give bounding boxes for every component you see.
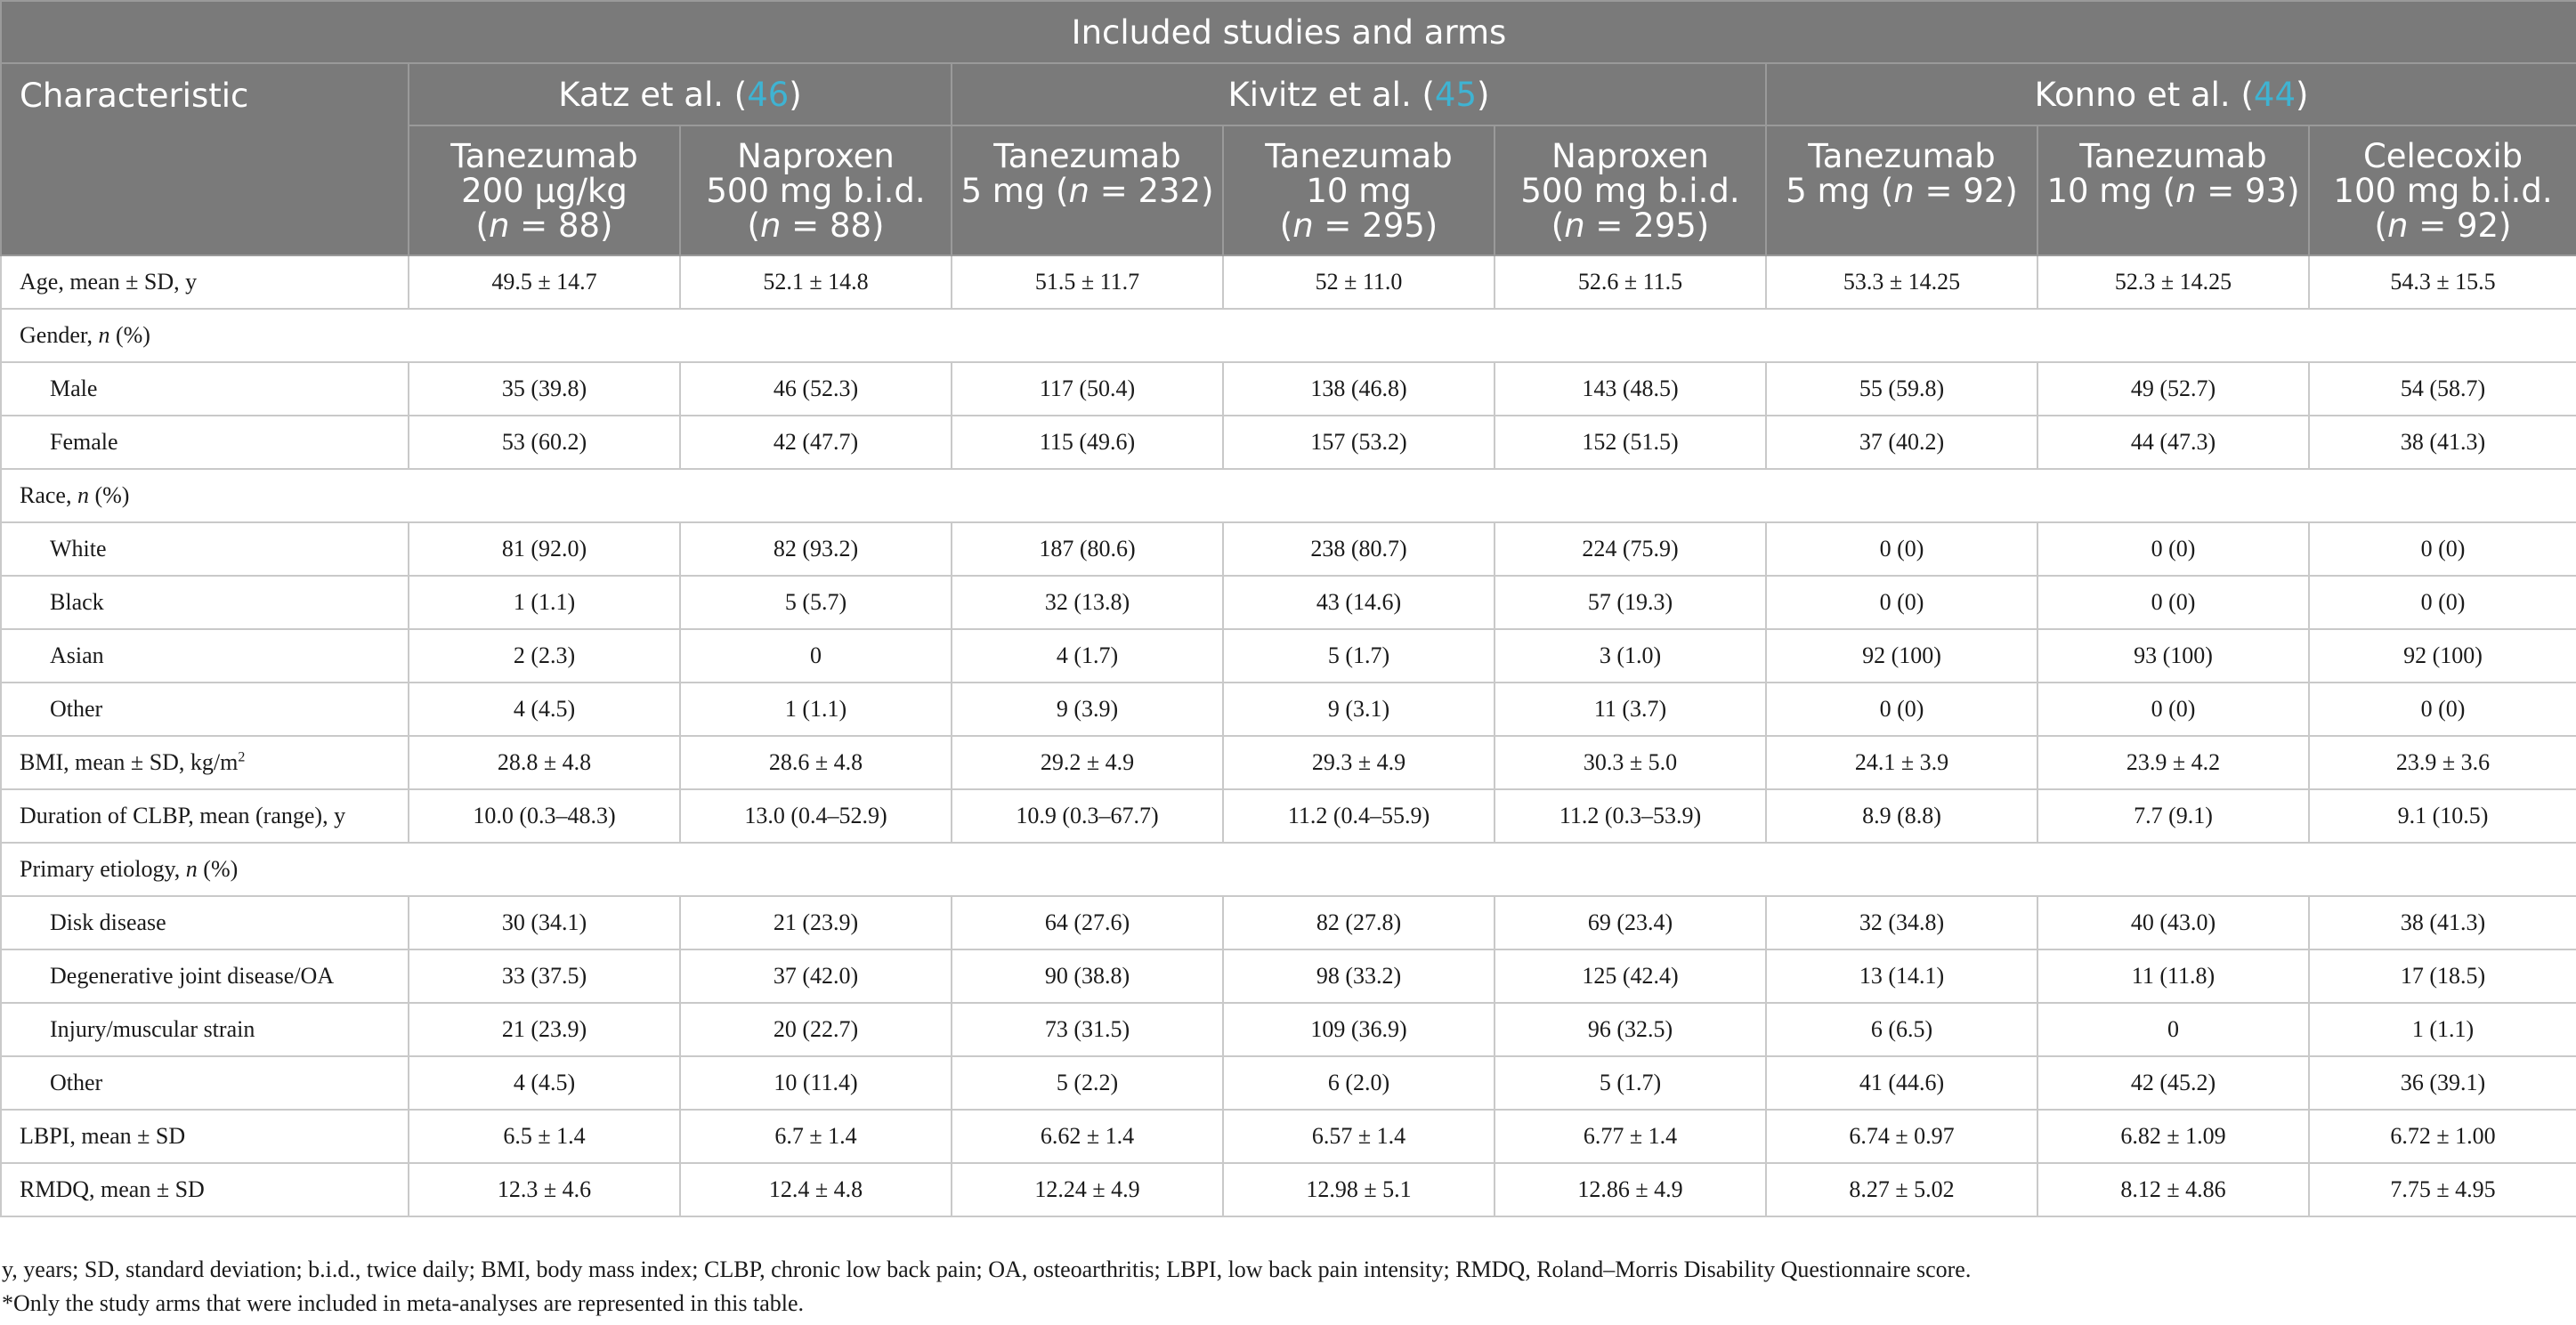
row-label: Degenerative joint disease/OA (1, 949, 409, 1003)
table-cell: 2 (2.3) (409, 629, 680, 683)
table-cell: 93 (100) (2037, 629, 2309, 683)
table-cell: 6.77 ± 1.4 (1495, 1110, 1766, 1163)
table-cell: 0 (0) (1766, 522, 2037, 576)
table-cell: 28.6 ± 4.8 (680, 736, 952, 789)
table-cell: 49.5 ± 14.7 (409, 255, 680, 309)
table-cell: 0 (680, 629, 952, 683)
row-label: Disk disease (1, 896, 409, 949)
table-cell: 52.1 ± 14.8 (680, 255, 952, 309)
table-cell: 44 (47.3) (2037, 416, 2309, 469)
row-label: Asian (1, 629, 409, 683)
table-cell: 43 (14.6) (1223, 576, 1495, 629)
table-cell: 37 (42.0) (680, 949, 952, 1003)
arm-header: Tanezumab 200 μg/kg (n = 88) (409, 125, 680, 255)
row-label: White (1, 522, 409, 576)
table-cell: 54.3 ± 15.5 (2309, 255, 2576, 309)
table-cell: 6.62 ± 1.4 (952, 1110, 1223, 1163)
table-row (1, 949, 2576, 1003)
table-row (1, 683, 2576, 736)
table-cell: 96 (32.5) (1495, 1003, 1766, 1056)
table-cell: 1 (1.1) (409, 576, 680, 629)
table-cell: 12.98 ± 5.1 (1223, 1163, 1495, 1216)
table-cell: 6.74 ± 0.97 (1766, 1110, 2037, 1163)
reference-link[interactable]: 44 (2253, 75, 2296, 114)
table-cell: 5 (5.7) (680, 576, 952, 629)
study-header-kivitz: Kivitz et al. (45) (952, 63, 1766, 125)
table-cell: 24.1 ± 3.9 (1766, 736, 2037, 789)
table-cell: 42 (47.7) (680, 416, 952, 469)
table-cell: 38 (41.3) (2309, 416, 2576, 469)
section-label: Race, n (%) (1, 469, 2576, 522)
table-cell: 224 (75.9) (1495, 522, 1766, 576)
table-cell: 32 (34.8) (1766, 896, 2037, 949)
table-cell: 6.72 ± 1.00 (2309, 1110, 2576, 1163)
table-cell: 52 ± 11.0 (1223, 255, 1495, 309)
table-cell: 30.3 ± 5.0 (1495, 736, 1766, 789)
table-cell: 30 (34.1) (409, 896, 680, 949)
table-cell: 17 (18.5) (2309, 949, 2576, 1003)
table-cell: 38 (41.3) (2309, 896, 2576, 949)
table-cell: 81 (92.0) (409, 522, 680, 576)
table-row (1, 522, 2576, 576)
table-cell: 0 (0) (2037, 683, 2309, 736)
table-cell: 115 (49.6) (952, 416, 1223, 469)
table-cell: 41 (44.6) (1766, 1056, 2037, 1110)
abbreviations-footnote: y, years; SD, standard deviation; b.i.d., twice daily; BMI, body mass index; CLBP, chronic low back pain; OA, osteoarthritis; LBPI, low back pain intensity; RMDQ, Roland–Morris Disability Questionnaire score. (2, 1256, 1972, 1282)
row-label: Female (1, 416, 409, 469)
row-label: Other (1, 683, 409, 736)
table-cell: 8.9 (8.8) (1766, 789, 2037, 843)
arm-header: Tanezumab 10 mg (n = 93) (2037, 125, 2309, 255)
table-cell: 29.3 ± 4.9 (1223, 736, 1495, 789)
section-label: Gender, n (%) (1, 309, 2576, 362)
section-row (1, 309, 2576, 362)
section-label: Primary etiology, n (%) (1, 843, 2576, 896)
section-row (1, 469, 2576, 522)
arm-header: Tanezumab 5 mg (n = 232) (952, 125, 1223, 255)
table-cell: 23.9 ± 4.2 (2037, 736, 2309, 789)
row-label: Black (1, 576, 409, 629)
row-label: BMI, mean ± SD, $kg/m^2$ (1, 736, 409, 789)
table-row (1, 789, 2576, 843)
table-cell: 11 (11.8) (2037, 949, 2309, 1003)
table-cell: 10 (11.4) (680, 1056, 952, 1110)
table-cell: 5 (1.7) (1495, 1056, 1766, 1110)
table-cell: 117 (50.4) (952, 362, 1223, 416)
table-cell: 42 (45.2) (2037, 1056, 2309, 1110)
table-row (1, 1110, 2576, 1163)
reference-link[interactable]: 45 (1434, 75, 1477, 114)
characteristic-header: Characteristic (1, 63, 409, 255)
table-cell: 46 (52.3) (680, 362, 952, 416)
table-cell: 9 (3.9) (952, 683, 1223, 736)
table-cell: 53 (60.2) (409, 416, 680, 469)
table-row (1, 1056, 2576, 1110)
table-cell: 1 (1.1) (2309, 1003, 2576, 1056)
study-header-konno: Konno et al. (44) (1766, 63, 2576, 125)
table-cell: 29.2 ± 4.9 (952, 736, 1223, 789)
table-cell: 52.3 ± 14.25 (2037, 255, 2309, 309)
table-cell: 28.8 ± 4.8 (409, 736, 680, 789)
table-cell: 11.2 (0.3–53.9) (1495, 789, 1766, 843)
table-cell: 12.3 ± 4.6 (409, 1163, 680, 1216)
table-cell: 0 (0) (2037, 522, 2309, 576)
table-cell: 21 (23.9) (680, 896, 952, 949)
table-banner: Included studies and arms (1, 1, 2576, 63)
study-header-katz: Katz et al. (46) (409, 63, 952, 125)
table-row (1, 416, 2576, 469)
table-cell: 7.7 (9.1) (2037, 789, 2309, 843)
table-cell: 55 (59.8) (1766, 362, 2037, 416)
table-cell: 138 (46.8) (1223, 362, 1495, 416)
table-cell: 82 (93.2) (680, 522, 952, 576)
table-cell: 10.0 (0.3–48.3) (409, 789, 680, 843)
table-cell: 6.82 ± 1.09 (2037, 1110, 2309, 1163)
row-label: Male (1, 362, 409, 416)
table-row (1, 362, 2576, 416)
table-cell: 0 (0) (1766, 683, 2037, 736)
arm-header: Celecoxib 100 mg b.i.d. (n = 92) (2309, 125, 2576, 255)
table-cell: 52.6 ± 11.5 (1495, 255, 1766, 309)
table-footnotes (2, 1253, 1971, 1321)
table-cell: 21 (23.9) (409, 1003, 680, 1056)
table-cell: 53.3 ± 14.25 (1766, 255, 2037, 309)
table-cell: 69 (23.4) (1495, 896, 1766, 949)
table-cell: 0 (0) (2309, 683, 2576, 736)
table-cell: 109 (36.9) (1223, 1003, 1495, 1056)
table-cell: 35 (39.8) (409, 362, 680, 416)
table-cell: 4 (4.5) (409, 683, 680, 736)
row-label: Injury/muscular strain (1, 1003, 409, 1056)
table-cell: 73 (31.5) (952, 1003, 1223, 1056)
table-row (1, 1163, 2576, 1216)
table-row (1, 736, 2576, 789)
table-cell: 3 (1.0) (1495, 629, 1766, 683)
table-row (1, 1003, 2576, 1056)
table-cell: 6 (2.0) (1223, 1056, 1495, 1110)
table-cell: 12.24 ± 4.9 (952, 1163, 1223, 1216)
row-label: RMDQ, mean ± SD (1, 1163, 409, 1216)
table-cell: 0 (0) (2037, 576, 2309, 629)
table-cell: 92 (100) (2309, 629, 2576, 683)
table-cell: 64 (27.6) (952, 896, 1223, 949)
table-cell: 90 (38.8) (952, 949, 1223, 1003)
table-cell: 40 (43.0) (2037, 896, 2309, 949)
reference-link[interactable]: 46 (747, 75, 790, 114)
arm-header: Naproxen 500 mg b.i.d. (n = 88) (680, 125, 952, 255)
table-cell: 82 (27.8) (1223, 896, 1495, 949)
table-cell: 13.0 (0.4–52.9) (680, 789, 952, 843)
table-cell: 49 (52.7) (2037, 362, 2309, 416)
table-cell: 12.4 ± 4.8 (680, 1163, 952, 1216)
table-cell: 32 (13.8) (952, 576, 1223, 629)
table-cell: 36 (39.1) (2309, 1056, 2576, 1110)
table-cell: 0 (0) (1766, 576, 2037, 629)
table-cell: 6.5 ± 1.4 (409, 1110, 680, 1163)
table-cell: 238 (80.7) (1223, 522, 1495, 576)
row-label: Duration of CLBP, mean (range), y (1, 789, 409, 843)
table-cell: 10.9 (0.3–67.7) (952, 789, 1223, 843)
arm-header: Tanezumab 5 mg (n = 92) (1766, 125, 2037, 255)
table-cell: 13 (14.1) (1766, 949, 2037, 1003)
table-cell: 11 (3.7) (1495, 683, 1766, 736)
arm-header: Tanezumab 10 mg (n = 295) (1223, 125, 1495, 255)
table-cell: 9 (3.1) (1223, 683, 1495, 736)
table-cell: 33 (37.5) (409, 949, 680, 1003)
table-cell: 7.75 ± 4.95 (2309, 1163, 2576, 1216)
table-cell: 57 (19.3) (1495, 576, 1766, 629)
table-cell: 8.27 ± 5.02 (1766, 1163, 2037, 1216)
row-label: Age, mean ± SD, y (1, 255, 409, 309)
table-cell: 0 (0) (2309, 522, 2576, 576)
table-cell: 187 (80.6) (952, 522, 1223, 576)
table-cell: 152 (51.5) (1495, 416, 1766, 469)
arm-header: Naproxen 500 mg b.i.d. (n = 295) (1495, 125, 1766, 255)
table-row (1, 896, 2576, 949)
section-row (1, 843, 2576, 896)
star-footnote: *Only the study arms that were included in meta-analyses are represented in this table. (2, 1290, 805, 1316)
table-cell: 54 (58.7) (2309, 362, 2576, 416)
row-label: LBPI, mean ± SD (1, 1110, 409, 1163)
table-cell: 6.7 ± 1.4 (680, 1110, 952, 1163)
table-row (1, 576, 2576, 629)
table-cell: 5 (1.7) (1223, 629, 1495, 683)
table-cell: 51.5 ± 11.7 (952, 255, 1223, 309)
table-cell: 92 (100) (1766, 629, 2037, 683)
table-cell: 4 (4.5) (409, 1056, 680, 1110)
table-cell: 9.1 (10.5) (2309, 789, 2576, 843)
table-cell: 125 (42.4) (1495, 949, 1766, 1003)
table-cell: 98 (33.2) (1223, 949, 1495, 1003)
table-cell: 12.86 ± 4.9 (1495, 1163, 1766, 1216)
table-cell: 23.9 ± 3.6 (2309, 736, 2576, 789)
table-cell: 5 (2.2) (952, 1056, 1223, 1110)
table-cell: 37 (40.2) (1766, 416, 2037, 469)
table-cell: 6 (6.5) (1766, 1003, 2037, 1056)
table-cell: 6.57 ± 1.4 (1223, 1110, 1495, 1163)
table-cell: 143 (48.5) (1495, 362, 1766, 416)
table-cell: 0 (0) (2309, 576, 2576, 629)
table-cell: 8.12 ± 4.86 (2037, 1163, 2309, 1216)
table-row (1, 255, 2576, 309)
table-cell: 11.2 (0.4–55.9) (1223, 789, 1495, 843)
table-cell: 1 (1.1) (680, 683, 952, 736)
table-cell: 20 (22.7) (680, 1003, 952, 1056)
table-row (1, 629, 2576, 683)
row-label: Other (1, 1056, 409, 1110)
table-cell: 0 (2037, 1003, 2309, 1056)
table-cell: 4 (1.7) (952, 629, 1223, 683)
table-cell: 157 (53.2) (1223, 416, 1495, 469)
